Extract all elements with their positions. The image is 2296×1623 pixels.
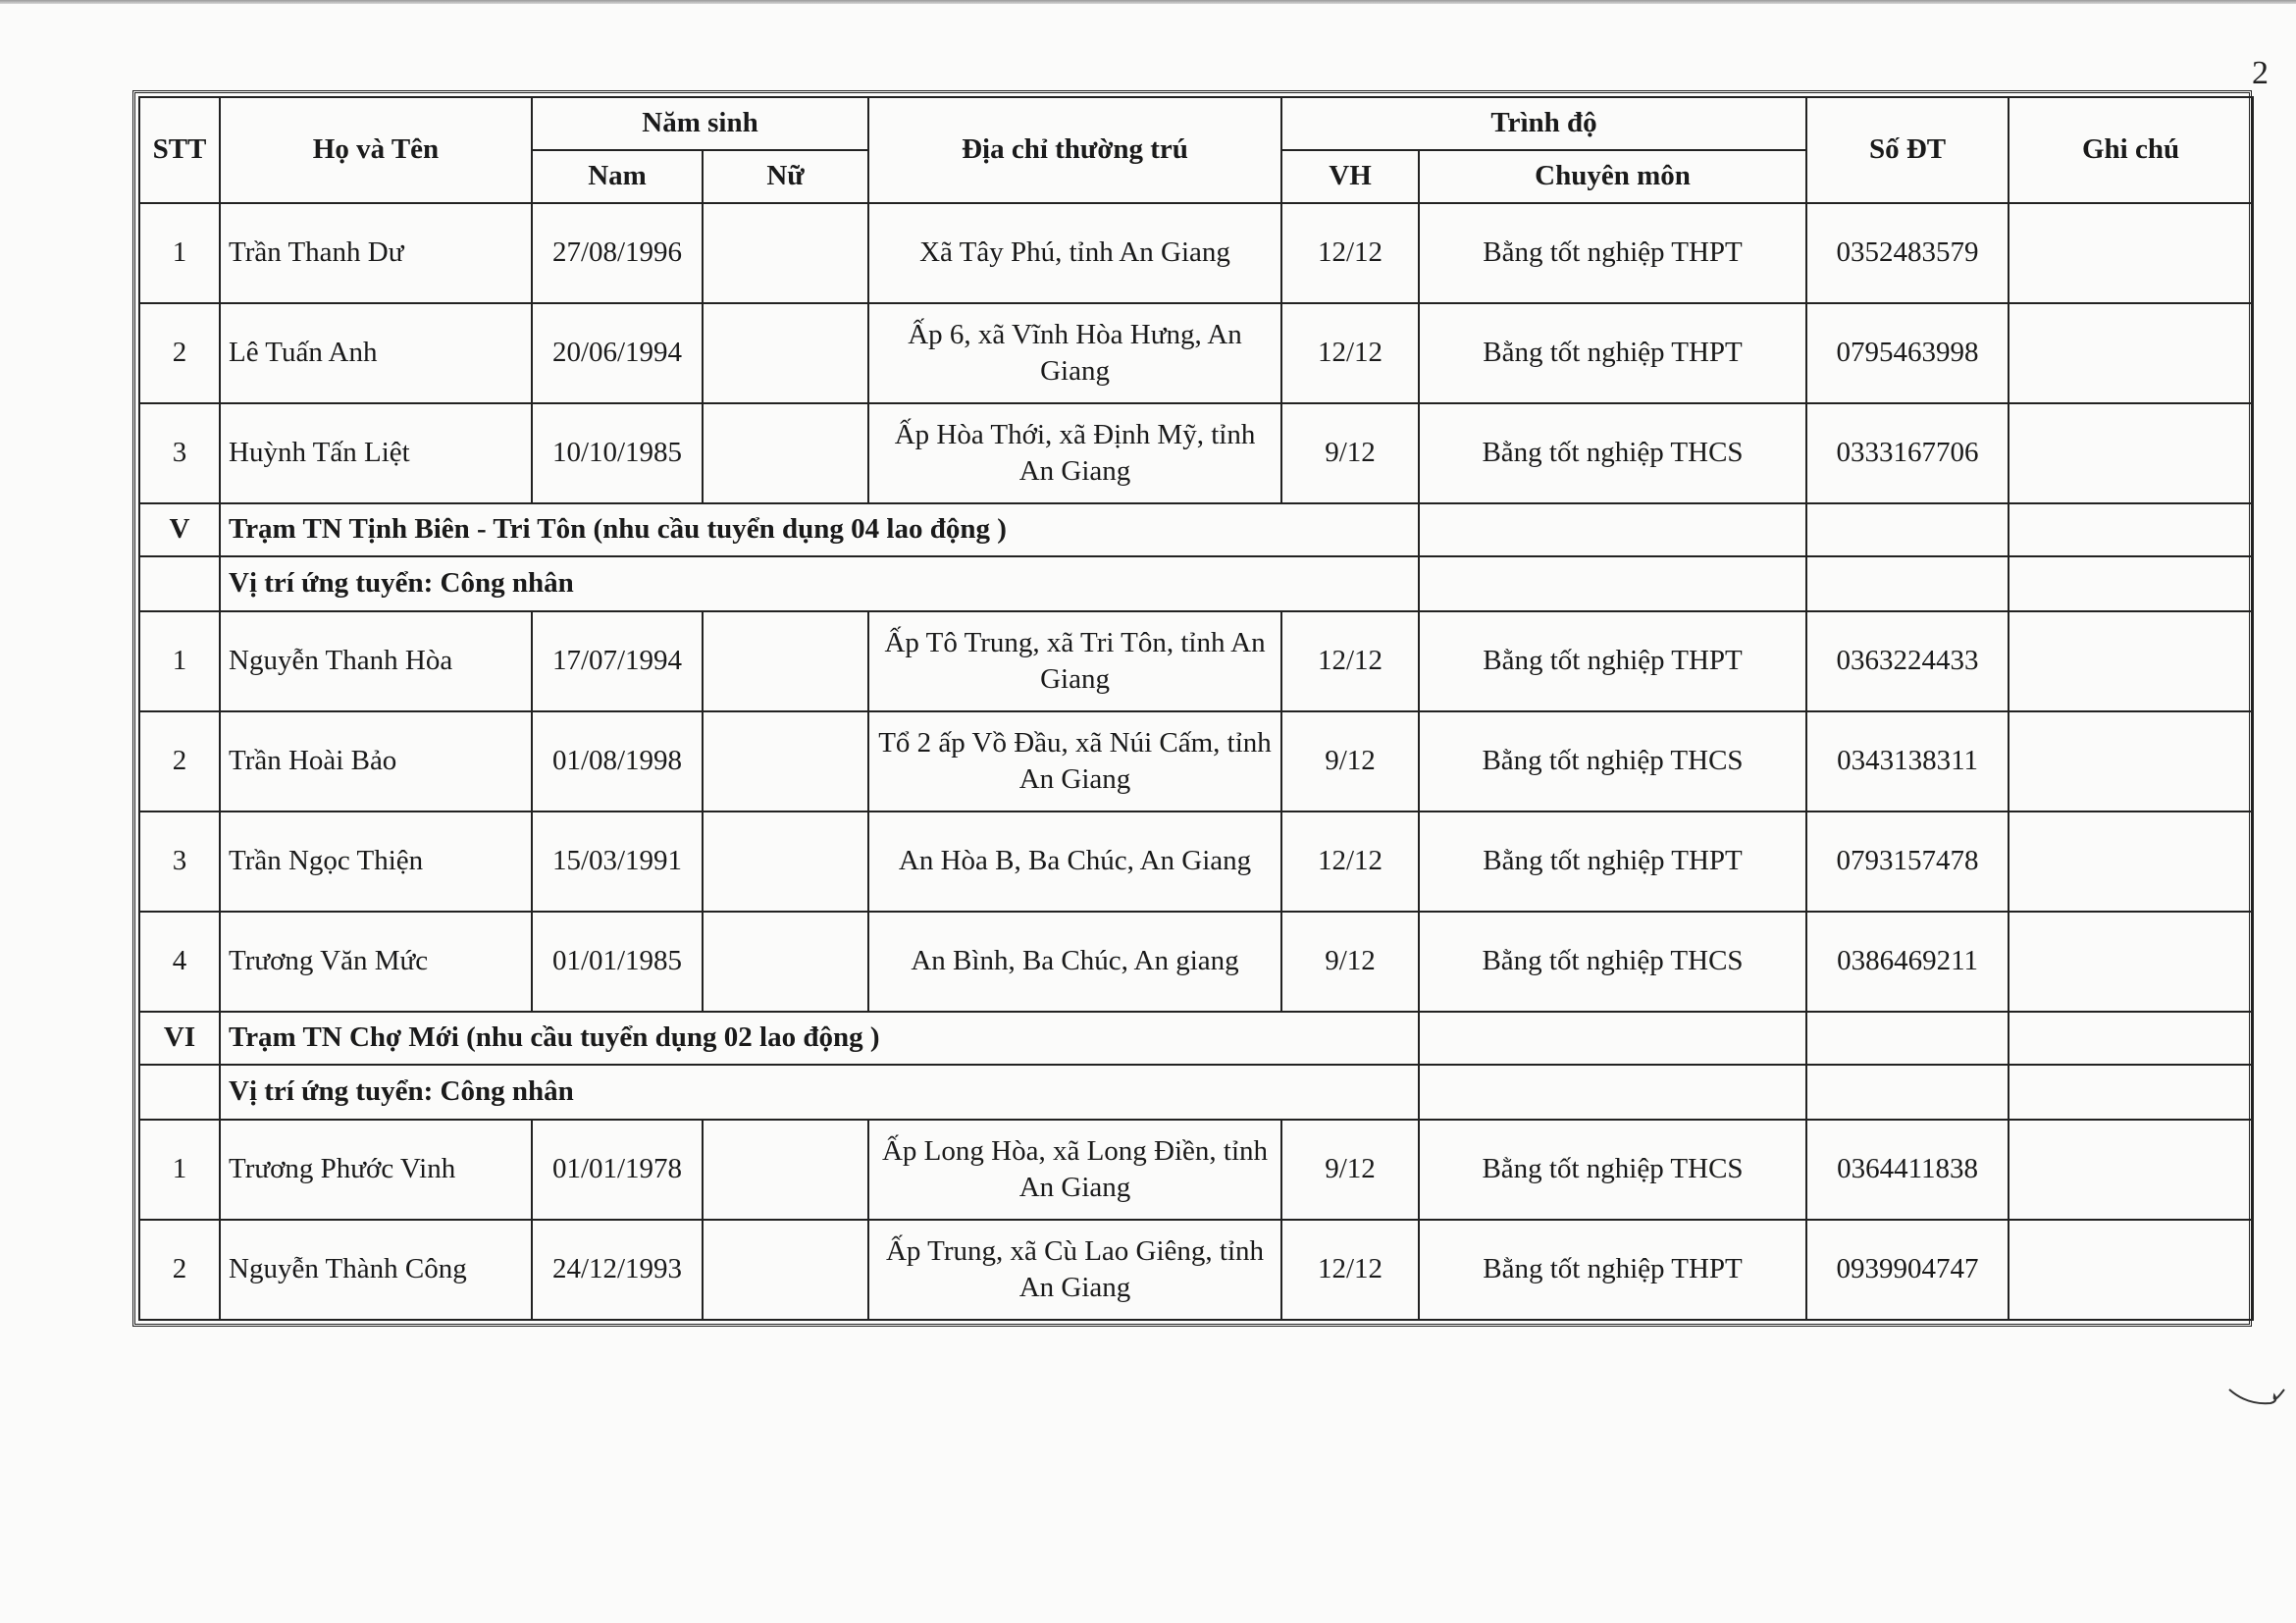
position-title: Vị trí ứng tuyển: Công nhân <box>220 1065 1419 1120</box>
cell-phone: 0352483579 <box>1806 203 2009 303</box>
cell-phone: 0386469211 <box>1806 912 2009 1012</box>
header-stt: STT <box>139 97 220 203</box>
cell-address: Xã Tây Phú, tỉnh An Giang <box>868 203 1281 303</box>
cell-vh: 9/12 <box>1281 711 1419 812</box>
cell-birth-female <box>703 611 868 711</box>
section-empty-cell <box>2009 1012 2253 1065</box>
cell-birth-male: 01/01/1978 <box>532 1120 703 1220</box>
cell-address: Ấp Trung, xã Cù Lao Giêng, tỉnh An Giang <box>868 1220 1281 1320</box>
candidate-table-frame <box>132 90 2252 1327</box>
cell-vh: 12/12 <box>1281 1220 1419 1320</box>
cell-phone: 0795463998 <box>1806 303 2009 403</box>
cell-address: An Hòa B, Ba Chúc, An Giang <box>868 812 1281 912</box>
cell-birth-female <box>703 912 868 1012</box>
cell-specialty: Bằng tốt nghiệp THPT <box>1419 611 1806 711</box>
position-empty-cell <box>1419 1065 1806 1120</box>
page-number: 2 <box>2252 55 2269 91</box>
position-empty-cell <box>139 1065 220 1120</box>
header-note: Ghi chú <box>2009 97 2253 203</box>
cell-address: Ấp Tô Trung, xã Tri Tôn, tỉnh An Giang <box>868 611 1281 711</box>
cell-address: Tổ 2 ấp Vồ Đầu, xã Núi Cấm, tỉnh An Giang <box>868 711 1281 812</box>
cell-phone: 0343138311 <box>1806 711 2009 812</box>
header-male: Nam <box>532 150 703 203</box>
cell-name: Nguyễn Thanh Hòa <box>220 611 532 711</box>
position-empty-cell <box>2009 556 2253 611</box>
position-empty-cell <box>2009 1065 2253 1120</box>
header-row-top <box>139 97 2253 150</box>
cell-address: Ấp 6, xã Vĩnh Hòa Hưng, An Giang <box>868 303 1281 403</box>
cell-address: An Bình, Ba Chúc, An giang <box>868 912 1281 1012</box>
position-title: Vị trí ứng tuyển: Công nhân <box>220 556 1419 611</box>
cell-name: Nguyễn Thành Công <box>220 1220 532 1320</box>
cell-birth-male: 01/01/1985 <box>532 912 703 1012</box>
header-specialty: Chuyên môn <box>1419 150 1806 203</box>
cell-note <box>2009 403 2253 503</box>
cell-birth-male: 24/12/1993 <box>532 1220 703 1320</box>
cell-note <box>2009 303 2253 403</box>
cell-vh: 12/12 <box>1281 203 1419 303</box>
header-female: Nữ <box>703 150 868 203</box>
table-row <box>139 912 2253 1012</box>
cell-stt: 1 <box>139 1120 220 1220</box>
cell-name: Trần Thanh Dư <box>220 203 532 303</box>
section-empty-cell <box>1419 503 1806 556</box>
cell-name: Trương Phước Vinh <box>220 1120 532 1220</box>
cell-stt: 2 <box>139 1220 220 1320</box>
position-empty-cell <box>1419 556 1806 611</box>
cell-specialty: Bằng tốt nghiệp THCS <box>1419 403 1806 503</box>
cell-phone: 0939904747 <box>1806 1220 2009 1320</box>
section-empty-cell <box>1419 1012 1806 1065</box>
cell-phone: 0363224433 <box>1806 611 2009 711</box>
cell-vh: 12/12 <box>1281 812 1419 912</box>
table-row <box>139 812 2253 912</box>
cell-note <box>2009 812 2253 912</box>
cell-stt: 3 <box>139 403 220 503</box>
position-empty-cell <box>1806 556 2009 611</box>
section-title: Trạm TN Tịnh Biên - Tri Tôn (nhu cầu tuyển dụng 04 lao động ) <box>220 503 1419 556</box>
cell-specialty: Bằng tốt nghiệp THCS <box>1419 1120 1806 1220</box>
cell-note <box>2009 611 2253 711</box>
cell-name: Trương Văn Mức <box>220 912 532 1012</box>
header-general-education: VH <box>1281 150 1419 203</box>
cell-stt: 1 <box>139 611 220 711</box>
cell-specialty: Bằng tốt nghiệp THCS <box>1419 912 1806 1012</box>
cell-vh: 12/12 <box>1281 611 1419 711</box>
initial-signature-mark <box>2227 1384 2286 1411</box>
cell-name: Huỳnh Tấn Liệt <box>220 403 532 503</box>
cell-name: Lê Tuấn Anh <box>220 303 532 403</box>
cell-birth-female <box>703 403 868 503</box>
cell-birth-male: 10/10/1985 <box>532 403 703 503</box>
cell-stt: 2 <box>139 711 220 812</box>
cell-birth-female <box>703 1220 868 1320</box>
table-row <box>139 403 2253 503</box>
table-row <box>139 711 2253 812</box>
table-row <box>139 611 2253 711</box>
cell-stt: 1 <box>139 203 220 303</box>
cell-stt: 3 <box>139 812 220 912</box>
section-number: V <box>139 503 220 556</box>
header-birth-year: Năm sinh <box>532 97 868 150</box>
cell-stt: 4 <box>139 912 220 1012</box>
cell-address: Ấp Hòa Thới, xã Định Mỹ, tỉnh An Giang <box>868 403 1281 503</box>
cell-specialty: Bằng tốt nghiệp THPT <box>1419 1220 1806 1320</box>
cell-vh: 9/12 <box>1281 912 1419 1012</box>
cell-birth-female <box>703 812 868 912</box>
cell-birth-female <box>703 1120 868 1220</box>
cell-vh: 12/12 <box>1281 303 1419 403</box>
cell-note <box>2009 203 2253 303</box>
cell-specialty: Bằng tốt nghiệp THPT <box>1419 203 1806 303</box>
section-number: VI <box>139 1012 220 1065</box>
section-empty-cell <box>1806 503 2009 556</box>
position-empty-cell <box>139 556 220 611</box>
cell-name: Trần Hoài Bảo <box>220 711 532 812</box>
cell-birth-male: 15/03/1991 <box>532 812 703 912</box>
header-name: Họ và Tên <box>220 97 532 203</box>
cell-stt: 2 <box>139 303 220 403</box>
cell-note <box>2009 1120 2253 1220</box>
candidate-table <box>138 96 2254 1321</box>
cell-address: Ấp Long Hòa, xã Long Điền, tỉnh An Giang <box>868 1120 1281 1220</box>
section-empty-cell <box>1806 1012 2009 1065</box>
header-phone: Số ĐT <box>1806 97 2009 203</box>
cell-name: Trần Ngọc Thiện <box>220 812 532 912</box>
section-empty-cell <box>2009 503 2253 556</box>
cell-phone: 0364411838 <box>1806 1120 2009 1220</box>
cell-specialty: Bằng tốt nghiệp THCS <box>1419 711 1806 812</box>
position-empty-cell <box>1806 1065 2009 1120</box>
cell-vh: 9/12 <box>1281 1120 1419 1220</box>
cell-birth-male: 27/08/1996 <box>532 203 703 303</box>
cell-birth-male: 17/07/1994 <box>532 611 703 711</box>
cell-birth-female <box>703 711 868 812</box>
header-qualification: Trình độ <box>1281 97 1806 150</box>
cell-specialty: Bằng tốt nghiệp THPT <box>1419 303 1806 403</box>
section-row <box>139 503 2253 556</box>
cell-birth-male: 01/08/1998 <box>532 711 703 812</box>
position-row <box>139 556 2253 611</box>
cell-vh: 9/12 <box>1281 403 1419 503</box>
cell-phone: 0333167706 <box>1806 403 2009 503</box>
cell-note <box>2009 1220 2253 1320</box>
section-title: Trạm TN Chợ Mới (nhu cầu tuyển dụng 02 lao động ) <box>220 1012 1419 1065</box>
page-top-rule <box>0 0 2296 4</box>
cell-phone: 0793157478 <box>1806 812 2009 912</box>
section-row <box>139 1012 2253 1065</box>
cell-birth-male: 20/06/1994 <box>532 303 703 403</box>
table-row <box>139 203 2253 303</box>
table-row <box>139 303 2253 403</box>
position-row <box>139 1065 2253 1120</box>
table-row <box>139 1220 2253 1320</box>
cell-birth-female <box>703 303 868 403</box>
cell-note <box>2009 711 2253 812</box>
cell-note <box>2009 912 2253 1012</box>
table-row <box>139 1120 2253 1220</box>
cell-birth-female <box>703 203 868 303</box>
cell-specialty: Bằng tốt nghiệp THPT <box>1419 812 1806 912</box>
header-address: Địa chỉ thường trú <box>868 97 1281 203</box>
